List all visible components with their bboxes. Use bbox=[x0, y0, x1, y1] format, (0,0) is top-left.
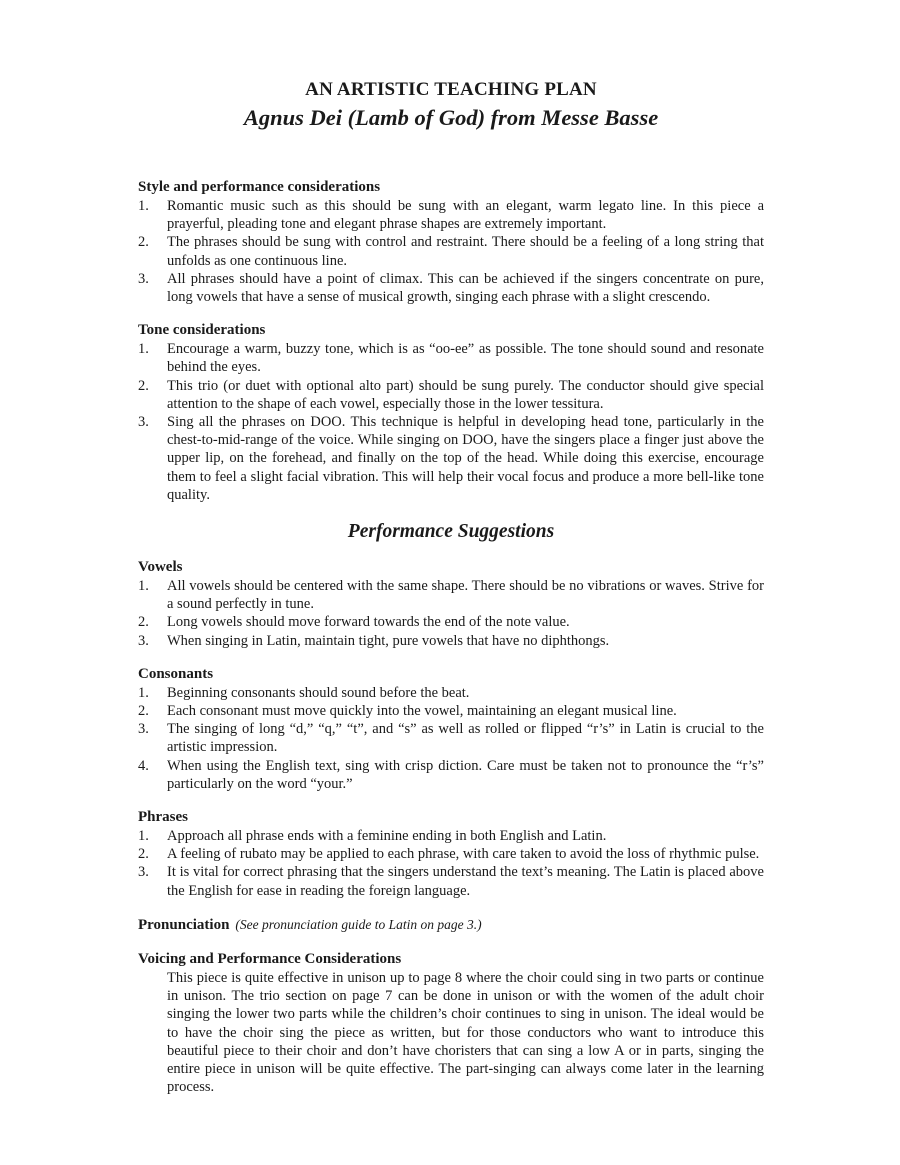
item-text: A feeling of rubato may be applied to each phrase, with care taken to avoid the loss of rhythmic pulse. bbox=[167, 846, 760, 863]
item-number: 1. bbox=[138, 578, 149, 595]
item-text: The phrases should be sung with control and restraint. There should be a feeling of a long string that unfolds as one continuous line. bbox=[167, 234, 764, 269]
tone-section bbox=[138, 321, 764, 504]
list-item bbox=[138, 233, 764, 269]
voicing-section bbox=[138, 950, 764, 1096]
item-number: 2. bbox=[138, 234, 149, 251]
item-text: This trio (or duet with optional alto part) should be sung purely. The conductor should give special attention to the shape of each vowel, especially those in the lower tessitura. bbox=[167, 377, 764, 412]
item-text: When using the English text, sing with crisp diction. Care must be taken not to pronounce the “r’s” particularly on the word “your.” bbox=[167, 757, 764, 792]
item-text: Approach all phrase ends with a feminine ending in both English and Latin. bbox=[167, 828, 607, 845]
page-subtitle: Agnus Dei (Lamb of God) from Messe Basse bbox=[243, 105, 659, 130]
item-text: When singing in Latin, maintain tight, pure vowels that have no diphthongs. bbox=[167, 632, 610, 649]
phrases-section bbox=[138, 808, 764, 900]
item-number: 1. bbox=[138, 341, 149, 358]
list-item bbox=[138, 757, 764, 793]
vowels-heading: Vowels bbox=[138, 559, 183, 576]
vowels-section bbox=[138, 558, 764, 650]
pronunciation-section bbox=[138, 916, 764, 935]
page-title: AN ARTISTIC TEACHING PLAN bbox=[305, 79, 597, 100]
style-heading: Style and performance considerations bbox=[138, 179, 381, 195]
phrases-heading: Phrases bbox=[138, 809, 188, 826]
vowels-list bbox=[138, 577, 764, 650]
consonants-list bbox=[138, 684, 764, 793]
item-number: 1. bbox=[138, 684, 149, 701]
list-item bbox=[138, 270, 764, 306]
list-item bbox=[138, 845, 764, 863]
voicing-paragraph: This piece is quite effective in unison up to page 8 where the choir could sing in two parts or continue in unison. The trio section on page 7 can be done in unison or with the women of the adult choir singing the lower two parts while the children’s choir continues to sing in unison. The ideal would be to have the choir sing the piece as written, but for those conductors who want to introduce this beautiful piece to their choir and don’t have choristers that can sing a low A or in parts, singing the entire piece in unison will be quite effective. The part-singing can always come later in the learning process. bbox=[167, 969, 764, 1096]
item-text: Beginning consonants should sound before the beat. bbox=[167, 684, 470, 701]
item-text: It is vital for correct phrasing that the singers understand the text’s meaning. The Latin is placed above the English for ease in reading the foreign language. bbox=[167, 864, 764, 899]
item-text: Romantic music such as this should be sung with an elegant, warm legato line. In this piece a prayerful, pleading tone and elegant phrase shapes are extremely important. bbox=[167, 198, 764, 233]
item-number: 3. bbox=[138, 632, 149, 649]
list-item bbox=[138, 702, 764, 720]
item-number: 2. bbox=[138, 846, 149, 863]
list-item bbox=[138, 720, 764, 756]
list-item bbox=[138, 340, 764, 376]
item-text: All phrases should have a point of climax. This can be achieved if the singers concentrate on pure, long vowels that have a sense of musical growth, singing each phrase with a slight crescendo. bbox=[167, 270, 764, 306]
item-number: 3. bbox=[138, 414, 149, 431]
item-text: All vowels should be centered with the same shape. There should be no vibrations or waves. Strive for a sound perfectly in tune. bbox=[167, 578, 764, 613]
item-text: Sing all the phrases on DOO. This technique is helpful in developing head tone, particularly in the chest-to-mid-range of the voice. While singing on DOO, have the singers place a finger just above the upper lip, on the forehead, and finally on the top of the head. While doing this exercise, encourage them to feel a slight facial vibration. This will help their vocal focus and produce a more bell-like tone quality. bbox=[167, 414, 764, 503]
list-item bbox=[138, 632, 764, 650]
style-section bbox=[138, 178, 764, 306]
performance-suggestions-title: Performance Suggestions bbox=[347, 521, 555, 543]
style-list bbox=[138, 197, 764, 306]
list-item bbox=[138, 413, 764, 504]
list-item bbox=[138, 863, 764, 899]
voicing-heading: Voicing and Performance Considerations bbox=[138, 950, 402, 967]
list-item bbox=[138, 613, 764, 631]
item-number: 1. bbox=[138, 828, 149, 845]
tone-heading: Tone considerations bbox=[138, 322, 266, 339]
item-number: 3. bbox=[138, 864, 149, 881]
item-number: 2. bbox=[138, 614, 149, 631]
consonants-heading: Consonants bbox=[138, 665, 214, 682]
item-number: 2. bbox=[138, 703, 149, 720]
item-number: 3. bbox=[138, 721, 149, 738]
phrases-list bbox=[138, 827, 764, 900]
item-number: 3. bbox=[138, 270, 149, 287]
list-item bbox=[138, 684, 764, 702]
list-item bbox=[138, 827, 764, 845]
list-item bbox=[138, 577, 764, 613]
item-text: Encourage a warm, buzzy tone, which is as “oo-ee” as possible. The tone should sound and resonate behind the eyes. bbox=[167, 341, 764, 376]
consonants-section bbox=[138, 665, 764, 793]
item-text: Long vowels should move forward towards the end of the note value. bbox=[167, 614, 570, 631]
tone-list bbox=[138, 340, 764, 504]
item-number: 2. bbox=[138, 377, 149, 394]
list-item bbox=[138, 377, 764, 413]
item-number: 4. bbox=[138, 757, 149, 774]
item-number: 1. bbox=[138, 198, 149, 214]
item-text: The singing of long “d,” “q,” “t”, and “s” as well as rolled or flipped “r’s” in Latin is crucial to the artistic impression. bbox=[167, 721, 764, 756]
list-item bbox=[138, 197, 764, 233]
pronunciation-heading: Pronunciation bbox=[138, 916, 230, 933]
pronunciation-note: (See pronunciation guide to Latin on page 3.) bbox=[235, 916, 482, 932]
item-text: Each consonant must move quickly into the vowel, maintaining an elegant musical line. bbox=[167, 703, 677, 720]
